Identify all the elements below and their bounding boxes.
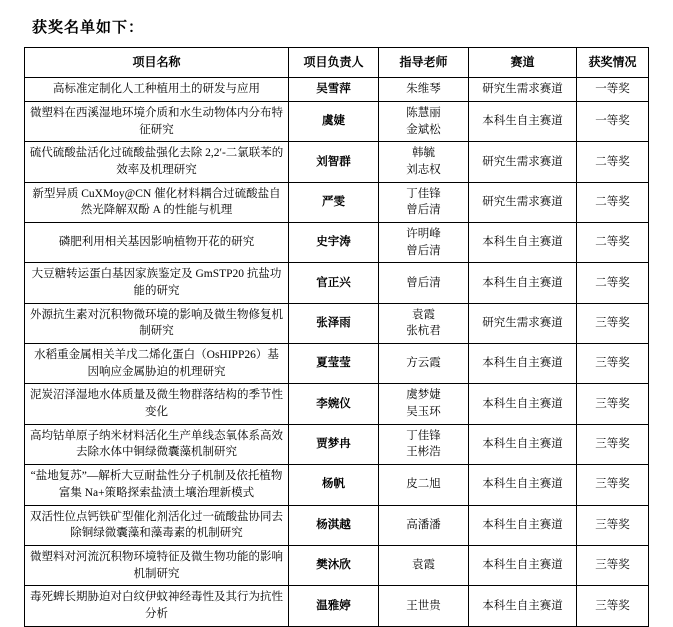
mentor-name: 陈慧丽 xyxy=(406,107,441,120)
table-row xyxy=(25,263,649,303)
cell-track: 研究生需求赛道 xyxy=(469,182,577,222)
cell-mentor xyxy=(379,78,469,102)
cell-track: 本科生自主赛道 xyxy=(469,102,577,142)
mentor-name: 金斌松 xyxy=(406,123,441,136)
cell-project-leader: 吴雪萍 xyxy=(289,78,379,102)
page-title: 获奖名单如下： xyxy=(32,19,145,36)
cell-project-leader: 杨淇越 xyxy=(289,505,379,545)
cell-project-leader: 刘智群 xyxy=(289,142,379,182)
column-header-project-leader: 项目负责人 xyxy=(289,48,379,78)
cell-project-leader: 严雯 xyxy=(289,182,379,222)
mentor-name: 朱维琴 xyxy=(406,83,441,96)
cell-prize: 三等奖 xyxy=(577,545,649,585)
mentor-name: 许明峰 xyxy=(406,228,441,241)
cell-prize: 一等奖 xyxy=(577,102,649,142)
mentor-name: 虞梦婕 xyxy=(406,389,441,402)
table-row xyxy=(25,142,649,182)
cell-track: 本科生自主赛道 xyxy=(469,465,577,505)
cell-track: 本科生自主赛道 xyxy=(469,384,577,424)
cell-project-name: 水稻重金属相关羊戊二烯化蛋白（OsHIPP26）基因响应金属胁迫的机理研究 xyxy=(25,344,289,384)
cell-prize: 一等奖 xyxy=(577,78,649,102)
cell-project-name: 新型异质 CuXMoy@CN 催化材料耦合过硫酸盐自然光降解双酚 A 的性能与机理 xyxy=(25,182,289,222)
cell-project-name: 外源抗生素对沉积物微环境的影响及微生物修复机制研究 xyxy=(25,303,289,343)
column-header-project-name: 项目名称 xyxy=(25,48,289,78)
cell-mentor xyxy=(379,344,469,384)
cell-project-name: 毒死蜱长期胁迫对白纹伊蚊神经毒性及其行为抗性分析 xyxy=(25,586,289,626)
cell-project-leader: 虞婕 xyxy=(289,102,379,142)
cell-project-leader: 史宇涛 xyxy=(289,223,379,263)
cell-project-leader: 杨帆 xyxy=(289,465,379,505)
mentor-name: 袁霞 xyxy=(412,559,435,572)
cell-prize: 二等奖 xyxy=(577,182,649,222)
mentor-name: 韩毓 xyxy=(412,147,435,160)
cell-project-leader: 温雅婷 xyxy=(289,586,379,626)
cell-prize: 二等奖 xyxy=(577,142,649,182)
table-body xyxy=(25,78,649,626)
cell-prize: 二等奖 xyxy=(577,223,649,263)
cell-project-name: 高标准定制化人工种植用土的研发与应用 xyxy=(25,78,289,102)
mentor-name: 方云霞 xyxy=(406,357,441,370)
mentor-name: 刘志权 xyxy=(406,164,441,177)
mentor-name: 丁佳锋 xyxy=(406,187,441,200)
mentor-name: 王彬浩 xyxy=(406,446,441,459)
cell-track: 本科生自主赛道 xyxy=(469,545,577,585)
table-row xyxy=(25,465,649,505)
column-header-track: 赛道 xyxy=(469,48,577,78)
table-row xyxy=(25,102,649,142)
table-header-row xyxy=(25,48,649,78)
cell-project-leader: 官正兴 xyxy=(289,263,379,303)
cell-project-name: 双活性位点钙铁矿型催化剂活化过一硫酸盐协同去除铜绿微囊藻和藻毒素的机制研究 xyxy=(25,505,289,545)
cell-project-name: “盐地复苏”—解析大豆耐盐性分子机制及依托植物富集 Na+策略探索盐渍土壤治理新模式 xyxy=(25,465,289,505)
cell-track: 本科生自主赛道 xyxy=(469,424,577,464)
cell-mentor xyxy=(379,263,469,303)
cell-mentor xyxy=(379,586,469,626)
cell-mentor xyxy=(379,182,469,222)
table-row xyxy=(25,303,649,343)
mentor-name: 曾后清 xyxy=(406,276,441,289)
cell-project-name: 泥炭沼泽湿地水体质量及微生物群落结构的季节性变化 xyxy=(25,384,289,424)
mentor-name: 曾后清 xyxy=(406,204,441,217)
cell-mentor xyxy=(379,505,469,545)
cell-prize: 三等奖 xyxy=(577,424,649,464)
cell-project-name: 大豆糖转运蛋白基因家族鉴定及 GmSTP20 抗盐功能的研究 xyxy=(25,263,289,303)
cell-track: 本科生自主赛道 xyxy=(469,263,577,303)
table-row xyxy=(25,424,649,464)
cell-project-name: 微塑料在西溪湿地环境介质和水生动物体内分布特征研究 xyxy=(25,102,289,142)
cell-project-leader: 李婉仪 xyxy=(289,384,379,424)
cell-mentor xyxy=(379,384,469,424)
cell-project-name: 微塑料对河流沉积物环境特征及微生物功能的影响机制研究 xyxy=(25,545,289,585)
mentor-name: 吴玉环 xyxy=(406,406,441,419)
mentor-name: 丁佳锋 xyxy=(406,429,441,442)
table-row xyxy=(25,223,649,263)
cell-mentor xyxy=(379,545,469,585)
cell-prize: 三等奖 xyxy=(577,465,649,505)
cell-mentor xyxy=(379,424,469,464)
table-row xyxy=(25,344,649,384)
cell-mentor xyxy=(379,102,469,142)
column-header-mentor: 指导老师 xyxy=(379,48,469,78)
table-row xyxy=(25,182,649,222)
cell-track: 本科生自主赛道 xyxy=(469,505,577,545)
cell-prize: 三等奖 xyxy=(577,505,649,545)
cell-project-leader: 张泽雨 xyxy=(289,303,379,343)
cell-track: 研究生需求赛道 xyxy=(469,303,577,343)
table-row xyxy=(25,384,649,424)
cell-project-leader: 贾梦冉 xyxy=(289,424,379,464)
cell-project-leader: 夏莹莹 xyxy=(289,344,379,384)
table-row xyxy=(25,586,649,626)
mentor-name: 高潘潘 xyxy=(406,518,441,531)
mentor-name: 曾后清 xyxy=(406,244,441,257)
mentor-name: 王世贵 xyxy=(406,599,441,612)
cell-project-name: 高均钴单原子纳米材料活化生产单线态氧体系高效去除水体中铜绿微囊藻机制研究 xyxy=(25,424,289,464)
table-row xyxy=(25,78,649,102)
table-row xyxy=(25,505,649,545)
mentor-name: 袁霞 xyxy=(412,308,435,321)
award-list-table xyxy=(24,47,649,627)
cell-project-name: 硫代硫酸盐活化过硫酸盐强化去除 2,2′-二氯联苯的效率及机理研究 xyxy=(25,142,289,182)
cell-project-name: 磷肥利用相关基因影响植物开花的研究 xyxy=(25,223,289,263)
cell-project-leader: 樊沐欣 xyxy=(289,545,379,585)
cell-mentor xyxy=(379,223,469,263)
cell-mentor xyxy=(379,142,469,182)
column-header-prize: 获奖情况 xyxy=(577,48,649,78)
cell-track: 研究生需求赛道 xyxy=(469,142,577,182)
cell-track: 本科生自主赛道 xyxy=(469,223,577,263)
mentor-name: 皮二旭 xyxy=(406,478,441,491)
cell-mentor xyxy=(379,465,469,505)
mentor-name: 张杭君 xyxy=(406,325,441,338)
cell-track: 本科生自主赛道 xyxy=(469,586,577,626)
table-row xyxy=(25,545,649,585)
cell-prize: 三等奖 xyxy=(577,384,649,424)
cell-track: 研究生需求赛道 xyxy=(469,78,577,102)
cell-prize: 三等奖 xyxy=(577,586,649,626)
cell-prize: 三等奖 xyxy=(577,344,649,384)
cell-prize: 三等奖 xyxy=(577,303,649,343)
cell-track: 本科生自主赛道 xyxy=(469,344,577,384)
cell-mentor xyxy=(379,303,469,343)
cell-prize: 二等奖 xyxy=(577,263,649,303)
